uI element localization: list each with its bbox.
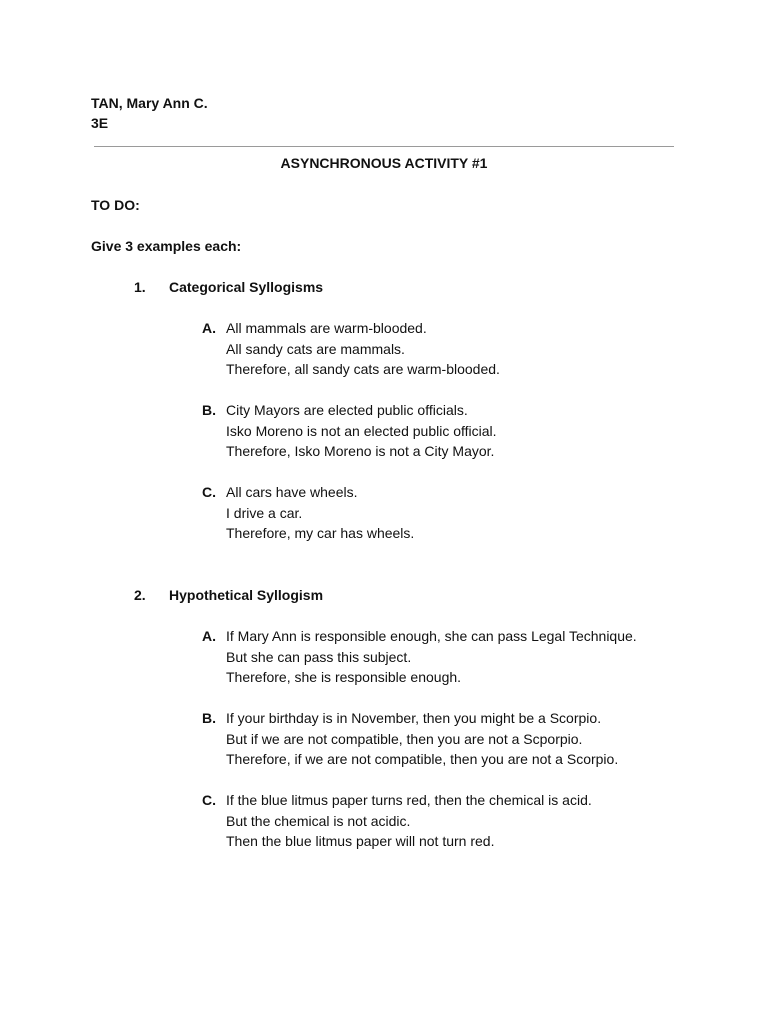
example-line: Isko Moreno is not an elected public official. <box>226 422 497 439</box>
example-letter: C. <box>202 792 216 808</box>
section-number: 2. <box>134 587 146 603</box>
example-letter: B. <box>202 710 216 726</box>
example-letter: B. <box>202 402 216 418</box>
example-line: Therefore, all sandy cats are warm-blooded. <box>226 361 500 377</box>
example-line: If Mary Ann is responsible enough, she can pass Legal Technique. <box>226 628 637 644</box>
example-line: Therefore, if we are not compatible, then you are not a Scorpio. <box>226 751 619 767</box>
header-divider <box>94 146 674 147</box>
example-line: I drive a car. <box>226 504 303 521</box>
section-number: 1. <box>134 279 146 295</box>
document-title: ASYNCHRONOUS ACTIVITY #1 <box>280 155 488 171</box>
example-letter: C. <box>202 484 216 500</box>
example-line: Then the blue litmus paper will not turn red. <box>226 833 495 849</box>
example-line: City Mayors are elected public officials. <box>226 402 468 418</box>
example-line: But if we are not compatible, then you are not a Scporpio. <box>226 730 583 747</box>
example-line: Therefore, she is responsible enough. <box>226 669 462 685</box>
section-title: Hypothetical Syllogism <box>169 587 324 603</box>
example-line: But she can pass this subject. <box>226 648 412 665</box>
example-line: If the blue litmus paper turns red, then the chemical is acid. <box>226 792 592 808</box>
example-letter: A. <box>202 628 216 644</box>
example-line: All mammals are warm-blooded. <box>226 320 427 336</box>
student-name: TAN, Mary Ann C. <box>91 95 208 111</box>
example-line: Therefore, Isko Moreno is not a City Mayor. <box>226 443 495 459</box>
instructions: Give 3 examples each: <box>91 238 242 254</box>
example-line: All cars have wheels. <box>226 484 358 500</box>
example-line: If your birthday is in November, then you might be a Scorpio. <box>226 710 602 726</box>
example-line: All sandy cats are mammals. <box>226 340 405 357</box>
example-line: But the chemical is not acidic. <box>226 812 411 829</box>
section-title: Categorical Syllogisms <box>169 279 324 295</box>
example-letter: A. <box>202 320 216 336</box>
example-line: Therefore, my car has wheels. <box>226 525 415 541</box>
student-section: 3E <box>91 115 109 131</box>
todo-label: TO DO: <box>91 197 140 213</box>
